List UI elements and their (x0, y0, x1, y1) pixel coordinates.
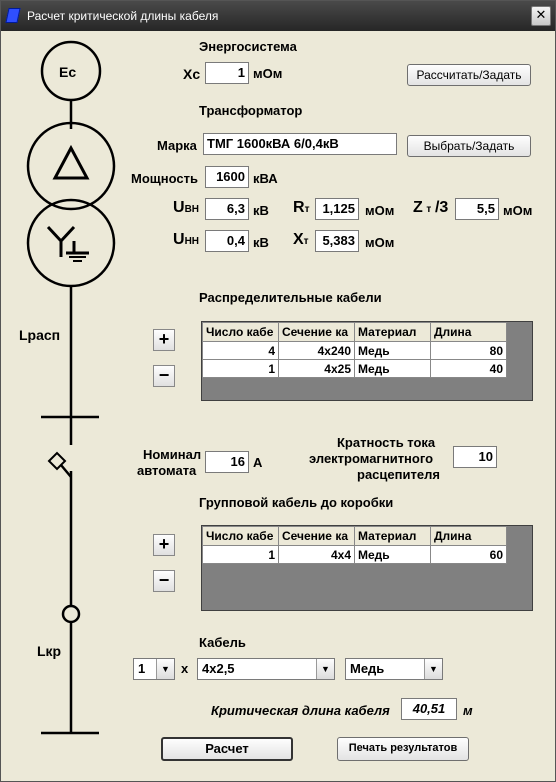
mult-label-line2: электромагнитного (309, 451, 434, 466)
circuit-diagram (3, 31, 133, 779)
group-cable-heading: Групповой кабель до коробки (199, 495, 394, 510)
uvn-label: UВН (173, 199, 200, 216)
column-header[interactable]: Длина (431, 323, 507, 342)
calculate-button[interactable]: Расчет (161, 737, 293, 761)
dialog-body (3, 31, 553, 779)
uvn-unit: кВ (253, 203, 269, 218)
add-group-cable-button[interactable]: + (153, 534, 175, 556)
power-field[interactable]: 1600 (205, 166, 249, 188)
cable-material-select[interactable] (345, 658, 443, 680)
xc-field[interactable]: 1 (205, 62, 249, 84)
nominal-field[interactable]: 16 (205, 451, 249, 473)
xt-unit: мОм (365, 235, 395, 250)
xc-unit: мОм (253, 66, 283, 81)
chevron-down-icon[interactable]: ▼ (156, 659, 174, 679)
transformer-heading: Трансформатор (199, 103, 303, 118)
mark-label: Марка (157, 138, 197, 153)
nominal-label-line1: Номинал (143, 447, 202, 462)
column-header[interactable]: Материал (355, 527, 431, 546)
star-ground-icon (48, 227, 89, 261)
cable-heading: Кабель (199, 635, 246, 650)
cable-x-label: x (181, 661, 189, 676)
column-header[interactable]: Число кабе (203, 323, 279, 342)
power-unit: кВА (253, 171, 278, 186)
calculate-set-button[interactable]: Рассчитать/Задать (407, 64, 531, 86)
l-kr-label: Lкр (37, 643, 62, 659)
table-cell[interactable]: 4x240 (279, 342, 355, 360)
rt-field[interactable]: 1,125 (315, 198, 359, 220)
column-header[interactable]: Длина (431, 527, 507, 546)
dist-cables-heading: Распределительные кабели (199, 290, 382, 305)
window-title: Расчет критической длины кабеля (27, 9, 219, 23)
table-row[interactable] (203, 360, 507, 378)
result-field: 40,51 (401, 698, 457, 720)
mult-field[interactable]: 10 (453, 446, 497, 468)
junction-box-circle (63, 606, 79, 622)
mult-label-line1: Кратность тока (337, 435, 436, 450)
chevron-down-icon[interactable]: ▼ (424, 659, 442, 679)
close-button[interactable]: ✕ (531, 6, 551, 26)
zt-field[interactable]: 5,5 (455, 198, 499, 220)
column-header[interactable]: Материал (355, 323, 431, 342)
unn-field[interactable]: 0,4 (205, 230, 249, 252)
delta-icon (55, 148, 87, 178)
select-set-button[interactable]: Выбрать/Задать (407, 135, 531, 157)
group-cable-table[interactable] (201, 525, 533, 611)
column-header[interactable]: Сечение ка (279, 527, 355, 546)
table-cell[interactable]: 1 (203, 360, 279, 378)
rt-label: Rт (293, 199, 310, 216)
table-cell[interactable]: 40 (431, 360, 507, 378)
column-header[interactable]: Сечение ка (279, 323, 355, 342)
chevron-down-icon[interactable]: ▼ (316, 659, 334, 679)
l-rasp-label: Lрасп (19, 327, 61, 343)
transformer-primary-circle (28, 123, 114, 209)
uvn-field[interactable]: 6,3 (205, 198, 249, 220)
remove-dist-cable-button[interactable]: − (153, 365, 175, 387)
nominal-label-line2: автомата (137, 463, 197, 478)
cable-material-value: Медь (350, 661, 385, 676)
result-unit: м (463, 703, 473, 718)
table-row[interactable] (203, 546, 507, 564)
xt-field[interactable]: 5,383 (315, 230, 359, 252)
table-header-row (203, 527, 507, 546)
title-bar (1, 1, 555, 31)
table-header-row (203, 323, 507, 342)
mark-field[interactable]: ТМГ 1600кВА 6/0,4кВ (203, 133, 397, 155)
zt-label: Z т /3 (413, 199, 449, 216)
dist-cables-table[interactable] (201, 321, 533, 401)
xt-label: Xт (293, 231, 309, 248)
result-label: Критическая длина кабеля (211, 703, 390, 718)
energy-heading: Энергосистема (199, 39, 297, 54)
app-icon (5, 8, 20, 23)
zt-unit: мОм (503, 203, 533, 218)
xc-label: Xc (183, 66, 201, 82)
table-cell[interactable]: 4 (203, 342, 279, 360)
cable-count-select[interactable] (133, 658, 175, 680)
cable-section-value: 4x2,5 (202, 661, 235, 676)
unn-label: UНН (173, 231, 200, 248)
table-cell[interactable]: 4x25 (279, 360, 355, 378)
add-dist-cable-button[interactable]: + (153, 329, 175, 351)
table-cell[interactable]: Медь (355, 546, 431, 564)
unn-unit: кВ (253, 235, 269, 250)
table-row[interactable] (203, 342, 507, 360)
transformer-secondary-circle (28, 200, 114, 286)
rt-unit: мОм (365, 203, 395, 218)
print-results-button[interactable]: Печать результатов (337, 737, 469, 761)
nominal-unit: А (253, 455, 263, 470)
mult-label-line3: расцепителя (357, 467, 440, 482)
power-label: Мощность (131, 171, 198, 186)
table-cell[interactable]: 4x4 (279, 546, 355, 564)
remove-group-cable-button[interactable]: − (153, 570, 175, 592)
breaker-switch-icon (49, 453, 71, 477)
table-cell[interactable]: Медь (355, 360, 431, 378)
table-cell[interactable]: Медь (355, 342, 431, 360)
table-cell[interactable]: 80 (431, 342, 507, 360)
cable-count-value: 1 (138, 661, 146, 676)
table-cell[interactable]: 1 (203, 546, 279, 564)
table-cell[interactable]: 60 (431, 546, 507, 564)
cable-section-select[interactable] (197, 658, 335, 680)
column-header[interactable]: Число кабе (203, 527, 279, 546)
source-label: Ес (59, 64, 77, 80)
